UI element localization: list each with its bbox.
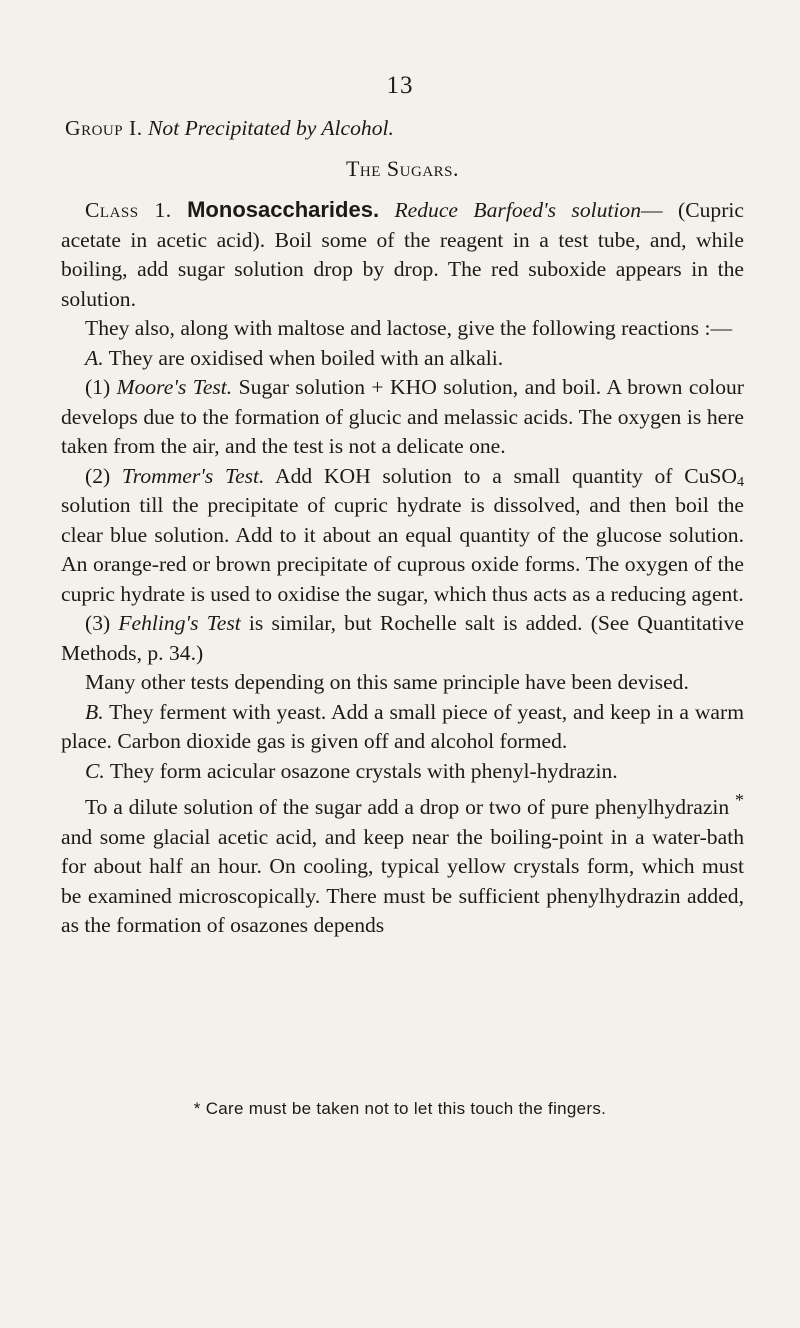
class1-text: — (Cupric acetate in acetic acid). Boil some of the reagent in a test tube, and, while boiling, add sugar solution drop by drop. The red suboxide appears in the solution. xyxy=(61,198,744,311)
section-title xyxy=(61,154,744,184)
test3-text: is similar, but Rochelle salt is added. (See Quantitative Methods, p. 34.) xyxy=(61,611,744,665)
reaction-a-text: They are oxidised when boiled with an alkali. xyxy=(103,345,504,370)
footnote: * Care must be taken not to let this touch the fingers. xyxy=(193,1099,607,1118)
test2-subscript: 4 xyxy=(737,474,744,490)
reaction-c-label: C. xyxy=(85,758,105,783)
group-heading xyxy=(61,114,744,144)
page-body xyxy=(61,114,744,941)
test3-name: Fehling's Test xyxy=(118,611,241,635)
test2-paragraph xyxy=(61,462,744,610)
test3-label: (3) xyxy=(85,611,119,635)
test1-paragraph xyxy=(61,373,744,462)
class1-paragraph xyxy=(61,195,744,314)
procedure-text-a: To a dilute solution of the sugar add a drop or two of pure phenylhydrazin xyxy=(85,795,735,820)
section-title-text: The Sugars. xyxy=(345,155,459,181)
test3-paragraph xyxy=(61,609,744,668)
reaction-b-text: They ferment with yeast. Add a small piece of yeast, and keep in a warm place. Carbon dioxide gas is given off and alcohol formed. xyxy=(61,699,744,753)
test1-label: (1) xyxy=(85,375,117,399)
class-label: Class 1. xyxy=(85,198,172,222)
footnote-mark: * xyxy=(735,790,744,810)
group-title: Not Precipitated by Alcohol. xyxy=(148,116,394,140)
many-tests-paragraph: Many other tests depending on this same principle have been devised. xyxy=(85,670,689,694)
reaction-c-paragraph xyxy=(61,757,744,787)
test2-name: Trommer's Test. xyxy=(121,463,265,488)
reaction-a-paragraph xyxy=(61,344,744,374)
procedure-text-b: and some glacial acetic acid, and keep near the boiling-point in a water-bath for about half an hour. On cooling, typical yellow crystals form, which must be examined microscopically. There must be sufficient phenylhydrazin added, as the formation of osazones depends xyxy=(61,824,744,938)
reaction-c-text: They form acicular osazone crystals with phenyl-hydrazin. xyxy=(104,758,618,783)
test2-text-a: Add KOH solution to a small quantity of CuSO xyxy=(264,463,737,488)
page-number: 13 xyxy=(386,72,414,99)
test2-text-b: solution till the precipitate of cupric hydrate is dissolved, and then boil the clear blue solution. Add to it about an equal quantity of the glucose solution. An orange-red or brown precipitate of cuprous oxide forms. The oxygen of the cupric hydrate is used to oxidise the sugar, which thus acts as a reducing agent. xyxy=(61,493,744,606)
test2-label: (2) xyxy=(85,463,122,488)
reaction-b-label: B. xyxy=(85,699,104,724)
test1-name: Moore's Test. xyxy=(116,375,233,399)
procedure-paragraph xyxy=(61,786,744,941)
reaction-a-label: A. xyxy=(85,345,104,370)
intro-paragraph: They also, along with maltose and lactose, give the following reactions :— xyxy=(85,316,733,340)
class-name: Monosaccharides. xyxy=(187,197,380,222)
group-label: Group I. xyxy=(65,116,143,140)
reagent-title: Reduce Barfoed's solution xyxy=(394,198,642,222)
test1-text: Sugar solution + KHO solution, and boil. A brown colour develops due to the formation of glucic and melassic acids. The oxygen is here taken from the air, and the test is not a delicate one. xyxy=(61,375,744,458)
reaction-b-paragraph xyxy=(61,698,744,757)
